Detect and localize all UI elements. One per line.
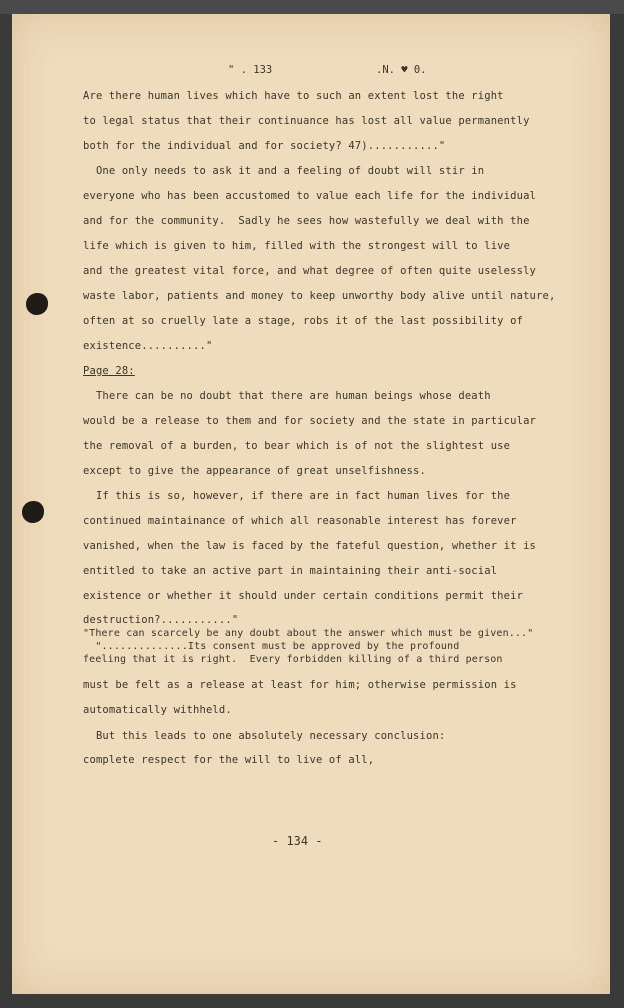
text-line: often at so cruelly late a stage, robs it of the last possibility of [83, 315, 524, 327]
punch-hole-top [26, 293, 48, 315]
text-line: would be a release to them and for society and the state in particular [83, 415, 537, 427]
header-page-mark: " . 133 [228, 64, 273, 76]
text-line: There can be no doubt that there are human beings whose death [83, 390, 491, 402]
text-line: "There can scarcely be any doubt about the answer which must be given..." [83, 628, 534, 639]
text-line: existence or whether it should under certain conditions permit their [83, 590, 524, 602]
text-line: to legal status that their continuance has lost all value permanently [83, 115, 530, 127]
text-line: life which is given to him, filled with the strongest will to live [83, 240, 511, 252]
text-line: both for the individual and for society? 47)..........." [83, 140, 446, 152]
text-line: automatically withheld. [83, 704, 232, 716]
text-line: existence.........." [83, 340, 213, 352]
text-line: entitled to take an active part in maintaining their anti-social [83, 565, 498, 577]
text-line: destruction?..........." [83, 614, 239, 626]
text-line: Are there human lives which have to such an extent lost the right [83, 90, 504, 102]
punch-hole-bottom [22, 501, 44, 523]
text-line: and the greatest vital force, and what degree of often quite uselessly [83, 265, 537, 277]
text-line: and for the community. Sadly he sees how wastefully we deal with the [83, 215, 530, 227]
header-doc-mark: .N. ♥ 0. [376, 64, 427, 76]
text-line: everyone who has been accustomed to value each life for the individual [83, 190, 537, 202]
text-line: complete respect for the will to live of all, [83, 754, 375, 766]
text-line: must be felt as a release at least for him; otherwise permission is [83, 679, 517, 691]
text-line: continued maintainance of which all reasonable interest has forever [83, 515, 517, 527]
text-line: feeling that it is right. Every forbidden killing of a third person [83, 654, 503, 665]
text-line: vanished, when the law is faced by the fateful question, whether it is [83, 540, 537, 552]
text-line: the removal of a burden, to bear which is of not the slightest use [83, 440, 511, 452]
page-number: - 134 - [272, 834, 323, 848]
scan-top-edge [0, 0, 624, 14]
text-line: "..............Its consent must be approved by the profound [83, 641, 460, 652]
text-line: waste labor, patients and money to keep unworthy body alive until nature, [83, 290, 556, 302]
text-line: except to give the appearance of great unselfishness. [83, 465, 426, 477]
text-line: One only needs to ask it and a feeling of doubt will stir in [83, 165, 485, 177]
section-heading: Page 28: [83, 365, 135, 377]
text-line: If this is so, however, if there are in fact human lives for the [83, 490, 511, 502]
text-line: But this leads to one absolutely necessary conclusion: [83, 730, 446, 742]
